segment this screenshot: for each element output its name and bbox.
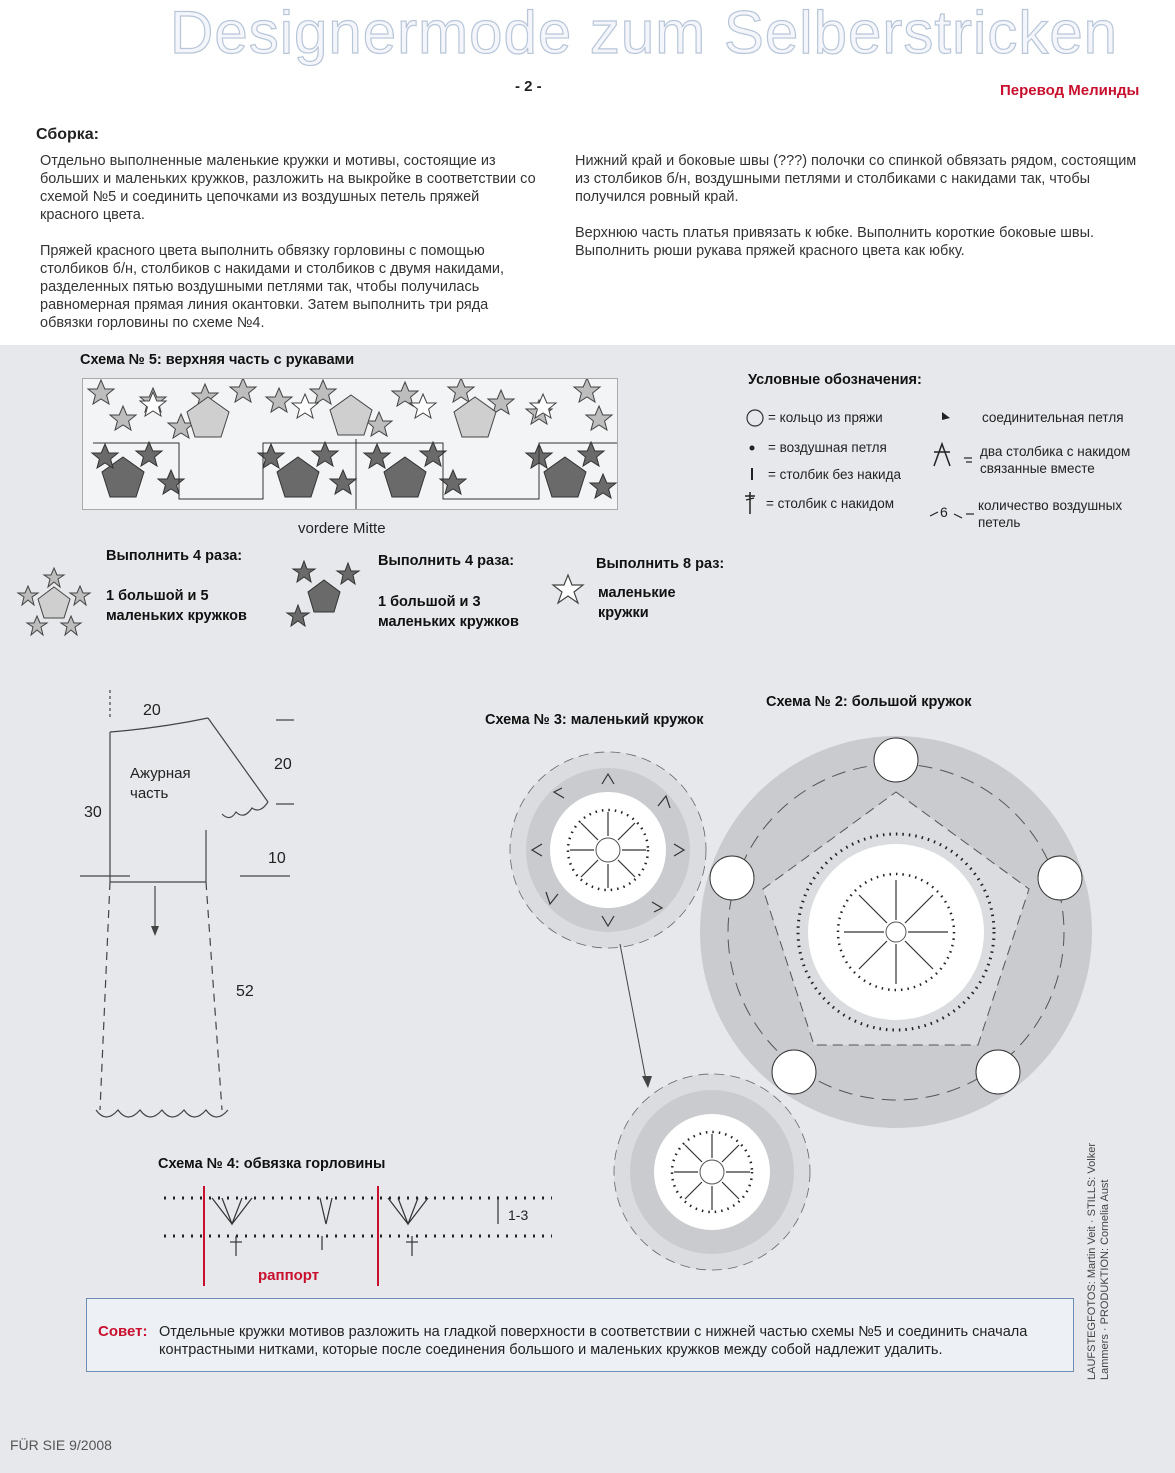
schema2-title: Схема № 2: большой кружок bbox=[766, 694, 972, 710]
dim-sleeve: 20 bbox=[274, 756, 292, 773]
repeat-2-title: Выполнить 4 раза: bbox=[378, 553, 515, 569]
motif-small bbox=[550, 572, 586, 608]
schema4-title: Схема № 4: обвязка горловины bbox=[158, 1156, 386, 1172]
translator-credit: Перевод Мелинды bbox=[1000, 82, 1140, 99]
schema3-title: Схема № 3: маленький кружок bbox=[485, 712, 704, 728]
repeat-3-desc: маленькие кружки bbox=[598, 585, 676, 621]
assembly-paragraph: Пряжей красного цвета выполнить обвязку горловины с помощью столбиков б/н, столбиков с накидами и столбиков с двумя накидами, разделенных пятью воздушными петлями так, чтобы получилась равномерная прямая линия окантовки. Затем выполнить три ряда обвязки горловины по схеме №4. bbox=[40, 243, 505, 331]
tip-label: Совет: bbox=[98, 1323, 148, 1340]
dress-pattern-diagram bbox=[80, 690, 300, 1140]
legend-single-crochet: = столбик без накида bbox=[768, 467, 901, 482]
repeat-label: раппорт bbox=[258, 1267, 320, 1284]
legend-chain-count: количество воздушных петель bbox=[978, 498, 1123, 530]
credits-line-2: Lammers · PRODUKTION: Cornelia Aust bbox=[1099, 1179, 1111, 1380]
legend-slip-stitch: соединительная петля bbox=[982, 410, 1124, 425]
legend-symbols-right bbox=[928, 406, 978, 526]
magazine-title: Designermode zum Selberstricken bbox=[170, 0, 1119, 66]
assembly-paragraph: Отдельно выполненные маленькие кружки и мотивы, состоящие из больших и маленьких кружков, разложить на выкройке в соответствии со схемой №5 и соединить цепочками из воздушных петель пряжей красного цвета. bbox=[40, 153, 536, 223]
schema4-diagram bbox=[160, 1184, 560, 1288]
schema3-connection-arrow bbox=[616, 940, 656, 1090]
schema3-diagram bbox=[508, 750, 708, 950]
schema5-title: Схема № 5: верхняя часть с рукавами bbox=[80, 352, 355, 368]
legend-ring: = кольцо из пряжи bbox=[768, 410, 883, 425]
assembly-left-column bbox=[40, 152, 540, 332]
legend-chain-count-symbol: 6 bbox=[940, 504, 948, 520]
tip-text: Отдельные кружки мотивов разложить на гладкой поверхности в соответствии с нижней частью схемы №5 и соединить сначала контрастными нитками, которые после соединения большого и маленьких кружков между собой надлежит удалить. bbox=[159, 1324, 1028, 1358]
schema4-row-count: 1-3 bbox=[508, 1207, 529, 1223]
legend-title: Условные обозначения: bbox=[748, 372, 922, 388]
dim-bodice-length: 30 bbox=[84, 804, 102, 821]
dim-armhole: 10 bbox=[268, 850, 286, 867]
legend-dc-together: два столбика с накидом связанные вместе bbox=[980, 444, 1131, 476]
legend-chain: = воздушная петля bbox=[768, 440, 887, 455]
dim-neck-width: 20 bbox=[143, 702, 161, 719]
repeat-1-desc: 1 большой и 5 маленьких кружков bbox=[106, 588, 247, 624]
credits-line-1: LAUFSTEGFOTOS: Martin Veit · STILLS: Volker bbox=[1086, 1143, 1098, 1380]
motif-large-3-small bbox=[284, 560, 364, 632]
schema2-diagram bbox=[698, 734, 1094, 1130]
motif-large-5-small bbox=[10, 566, 98, 640]
schema5-motif-strip bbox=[83, 379, 617, 509]
repeat-1-title: Выполнить 4 раза: bbox=[106, 548, 243, 564]
photo-credits bbox=[1082, 1060, 1122, 1380]
legend-symbols-left bbox=[744, 408, 766, 528]
repeat-3-title: Выполнить 8 раз: bbox=[596, 556, 725, 572]
center-front-label: vordere Mitte bbox=[298, 520, 386, 537]
tip-box bbox=[86, 1298, 1074, 1372]
assembly-right-column bbox=[575, 152, 1155, 260]
schema5-diagram bbox=[82, 378, 618, 510]
assembly-heading: Сборка: bbox=[36, 126, 100, 143]
dim-skirt-length: 52 bbox=[236, 983, 254, 1000]
repeat-2-desc: 1 большой и 3 маленьких кружков bbox=[378, 594, 519, 630]
page-number: - 2 - bbox=[515, 78, 542, 95]
assembly-paragraph: Верхнюю часть платья привязать к юбке. Выполнить короткие боковые швы. Выполнить рюши рукава пряжей красного цвета как юбку. bbox=[575, 225, 1095, 259]
legend-double-crochet: = столбик с накидом bbox=[766, 496, 895, 511]
openwork-label: Ажурная часть bbox=[130, 765, 191, 802]
footer-issue: FÜR SIE 9/2008 bbox=[10, 1437, 112, 1453]
assembly-paragraph: Нижний край и боковые швы (???) полочки со спинкой обвязать рядом, состоящим из столбиков б/н, воздушными петлями и столбиками с накидами так, чтобы получился ровный край. bbox=[575, 153, 1137, 205]
